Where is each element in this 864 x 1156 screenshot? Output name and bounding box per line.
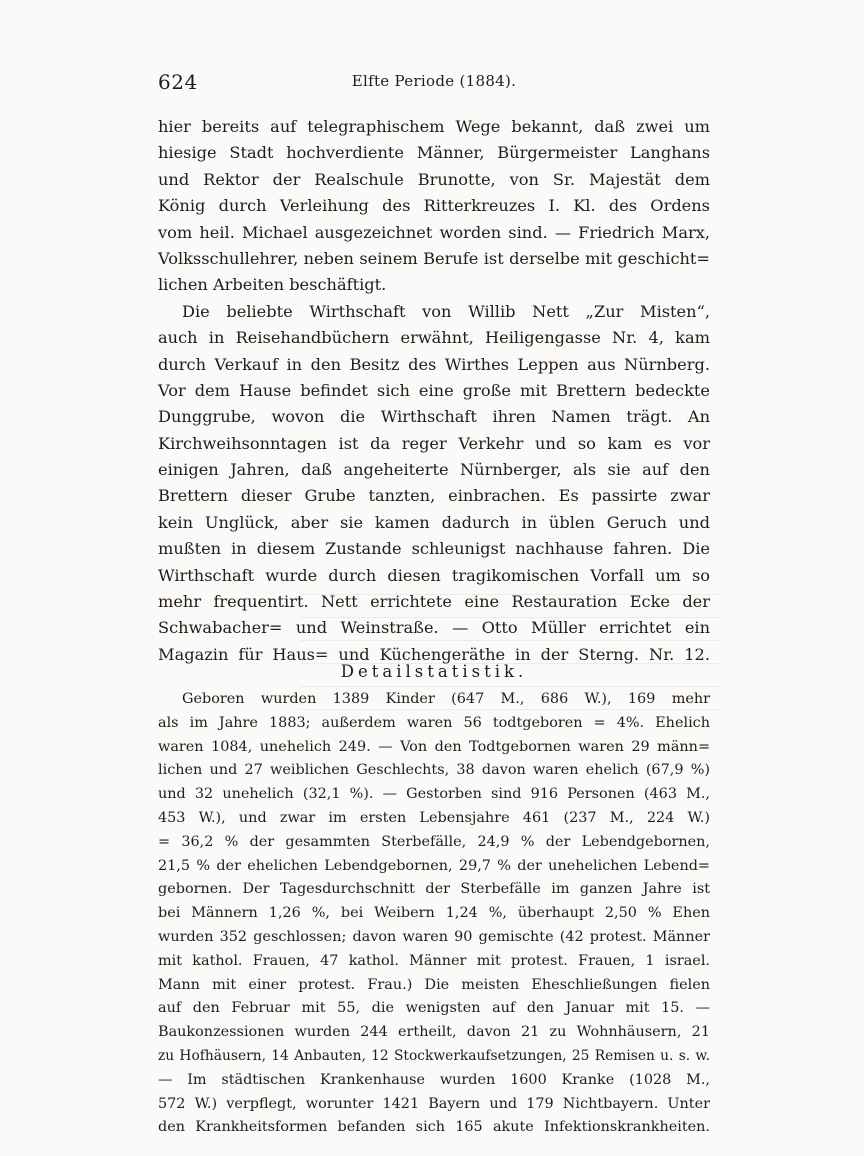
stats-line: gebornen. Der Tagesdurchschnitt der Sterbefälle im ganzen Jahre ist [158, 881, 710, 898]
stats-line: den Krankheitsformen befanden sich 165 akute Infektionskrankheiten. [158, 1119, 710, 1136]
text-line: Wirthschaft wurde durch diesen tragikomischen Vorfall um so [158, 565, 710, 585]
running-title: Elfte Periode (1884). [351, 72, 517, 90]
stats-line: waren 1084, unehelich 249. — Von den Todtgebornen waren 29 männ= [158, 738, 710, 755]
text-line: Magazin für Haus= und Küchengeräthe in der Sterng. Nr. 12. [158, 644, 710, 664]
stats-line: zu Hofhäusern, 14 Anbauten, 12 Stockwerkaufsetzungen, 25 Remisen u. s. w. [158, 1047, 710, 1064]
statistics-text [158, 688, 710, 1140]
text-line: vom heil. Michael ausgezeichnet worden sind. — Friedrich Marx, [158, 222, 710, 242]
text-line: einigen Jahren, daß angeheiterte Nürnberger, als sie auf den [158, 460, 710, 480]
text-line: Schwabacher= und Weinstraße. — Otto Müller errichtet ein [158, 618, 710, 638]
stats-line: auf den Februar mit 55, die wenigsten auf den Januar mit 15. — [158, 1000, 710, 1017]
text-line: Die beliebte Wirthschaft von Willib Nett „Zur Misten“, [182, 301, 710, 321]
stats-line: und 32 unehelich (32,1 %). — Gestorben sind 916 Personen (463 M., [158, 786, 710, 803]
text-line: durch Verkauf in den Besitz des Wirthes Leppen aus Nürnberg. [158, 354, 710, 374]
text-line: König durch Verleihung des Ritterkreuzes I. Kl. des Ordens [158, 196, 710, 216]
stats-line: 21,5 % der ehelichen Lebendgebornen, 29,7 % der unehelichen Lebend= [158, 857, 710, 874]
stats-line: 572 W.) verpflegt, worunter 1421 Bayern und 179 Nichtbayern. Unter [158, 1095, 710, 1112]
stats-line: als im Jahre 1883; außerdem waren 56 todtgeboren = 4%. Ehelich [158, 714, 710, 731]
stats-line: Geboren wurden 1389 Kinder (647 M., 686 W.), 169 mehr [182, 691, 710, 707]
stats-line: wurden 352 geschlossen; davon waren 90 gemischte (42 protest. Männer [158, 928, 710, 945]
text-line: lichen Arbeiten beschäftigt. [158, 275, 387, 295]
text-line: und Rektor der Realschule Brunotte, von Sr. Majestät dem [158, 169, 710, 189]
main-text [158, 114, 710, 668]
text-line: kein Unglück, aber sie kamen dadurch in üblen Geruch und [158, 512, 710, 532]
text-line: Vor dem Hause befindet sich eine große mit Brettern bedeckte [158, 380, 710, 400]
stats-line: 453 W.), und zwar im ersten Lebensjahre 461 (237 M., 224 W.) [158, 809, 710, 826]
page-number: 624 [158, 70, 198, 94]
stats-line: = 36,2 % der gesammten Sterbefälle, 24,9 % der Lebendgebornen, [158, 833, 710, 850]
stats-line: — Im städtischen Krankenhause wurden 1600 Kranke (1028 M., [158, 1071, 710, 1088]
stats-line: Baukonzessionen wurden 244 ertheilt, davon 21 zu Wohnhäusern, 21 [158, 1024, 710, 1041]
text-line: Volksschullehrer, neben seinem Berufe ist derselbe mit geschicht= [158, 248, 710, 268]
section-heading: Detailstatistik. [340, 662, 528, 681]
stats-line: lichen und 27 weiblichen Geschlechts, 38 davon waren ehelich (67,9 %) [158, 762, 710, 779]
running-header [158, 70, 710, 98]
text-line: Kirchweihsonntagen ist da reger Verkehr und so kam es vor [158, 433, 710, 453]
text-line: hiesige Stadt hochverdiente Männer, Bürgermeister Langhans [158, 143, 710, 163]
stats-line: bei Männern 1,26 %, bei Weibern 1,24 %, überhaupt 2,50 % Ehen [158, 905, 710, 922]
stats-line: mit kathol. Frauen, 47 kathol. Männer mit protest. Frauen, 1 israel. [158, 952, 710, 969]
text-line: Dunggrube, wovon die Wirthschaft ihren Namen trägt. An [158, 407, 710, 427]
text-line: mehr frequentirt. Nett errichtete eine Restauration Ecke der [158, 592, 710, 612]
text-line: auch in Reisehandbüchern erwähnt, Heiligengasse Nr. 4, kam [158, 328, 710, 348]
stats-line: Mann mit einer protest. Frau.) Die meisten Eheschließungen fielen [158, 976, 710, 993]
text-line: Brettern dieser Grube tanzten, einbrachen. Es passirte zwar [158, 486, 710, 506]
text-line: mußten in diesem Zustande schleunigst nachhause fahren. Die [158, 539, 710, 559]
text-line: hier bereits auf telegraphischem Wege bekannt, daß zwei um [158, 117, 710, 136]
